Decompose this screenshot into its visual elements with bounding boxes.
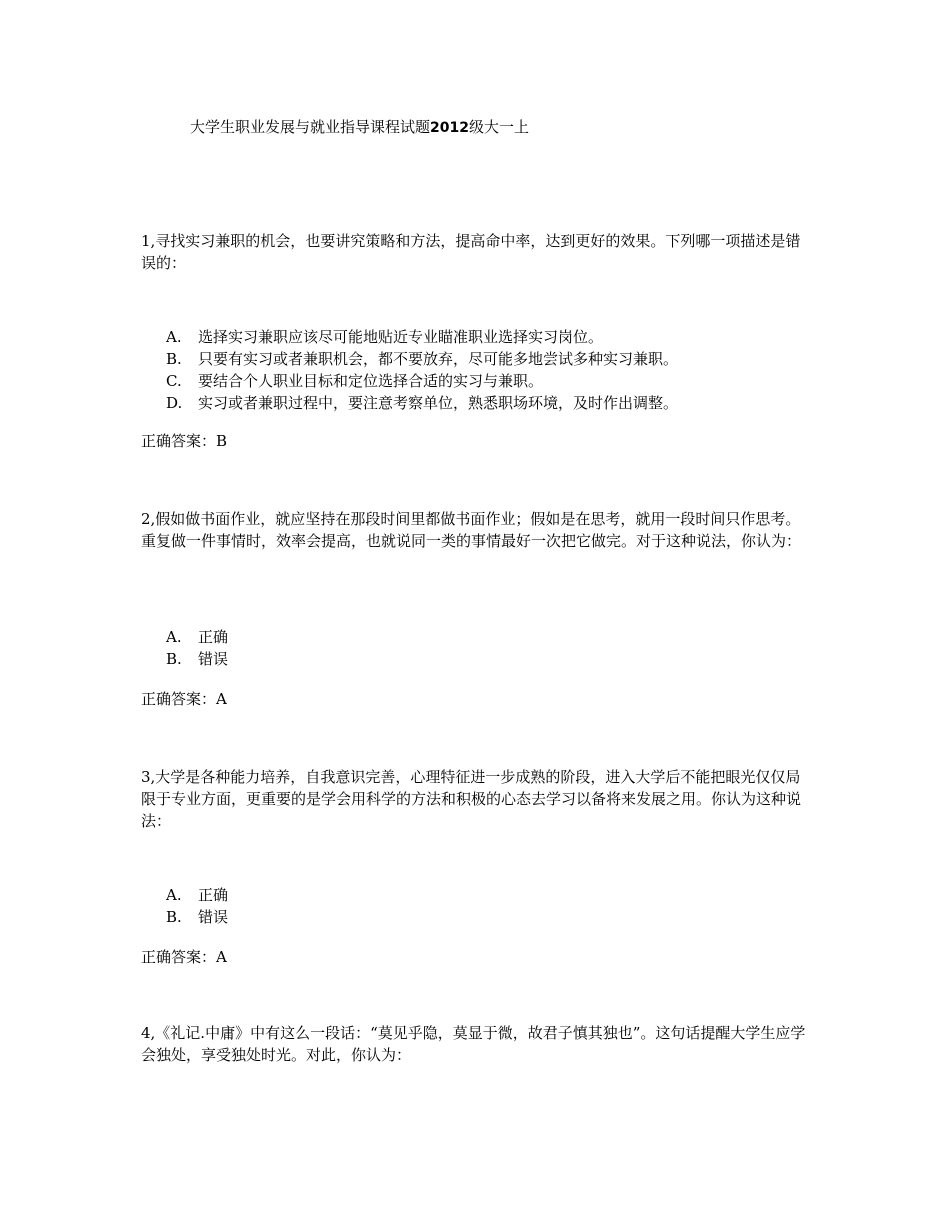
title-year: 2012	[430, 120, 469, 136]
answer-3: 正确答案：A	[141, 948, 227, 966]
question-text: 4,《礼记.中庸》中有这么一段话：“莫见乎隐，莫显于微，故君子慎其独也”。这句话提醒大学生应学会独处，享受独处时光。对此，你认为：	[141, 1024, 806, 1064]
question-1	[141, 230, 813, 274]
option-a	[166, 884, 228, 906]
option-d	[166, 392, 678, 414]
option-text: 错误	[198, 908, 229, 926]
question-text: 3,大学是各种能力培养，自我意识完善，心理特征进一步成熟的阶段，进入大学后不能把眼光仅仅局限于专业方面，更重要的是学会用科学的方法和积极的心态去学习以备将来发展之用。你认为这种说法：	[141, 768, 802, 830]
option-letter: B.	[166, 908, 182, 926]
option-letter: C.	[166, 372, 182, 390]
option-text: 要结合个人职业目标和定位选择合适的实习与兼职。	[198, 372, 544, 390]
option-c	[166, 370, 678, 392]
question-3	[141, 766, 813, 832]
question-2-options	[166, 626, 228, 670]
option-a	[166, 326, 678, 348]
option-letter: A.	[166, 886, 182, 904]
option-text: 错误	[198, 650, 229, 668]
answer-2: 正确答案：A	[141, 690, 227, 708]
document-title	[190, 116, 529, 137]
option-letter: B.	[166, 350, 182, 368]
option-text: 只要有实习或者兼职机会，都不要放弃，尽可能多地尝试多种实习兼职。	[198, 350, 679, 368]
option-text: 正确	[198, 628, 229, 646]
option-text: 正确	[198, 886, 229, 904]
question-4	[141, 1022, 813, 1066]
question-2	[141, 508, 813, 552]
option-letter: A.	[166, 328, 182, 346]
option-letter: A.	[166, 628, 182, 646]
option-letter: D.	[166, 394, 183, 412]
option-text: 实习或者兼职过程中，要注意考察单位，熟悉职场环境，及时作出调整。	[198, 394, 679, 412]
question-text: 2,假如做书面作业，就应坚持在那段时间里都做书面作业；假如是在思考，就用一段时间只作思考。重复做一件事情时，效率会提高，也就说同一类的事情最好一次把它做完。对于这种说法，你认为：	[141, 510, 802, 550]
question-3-options	[166, 884, 228, 928]
option-a	[166, 626, 228, 648]
option-text: 选择实习兼职应该尽可能地贴近专业瞄准职业选择实习岗位。	[198, 328, 604, 346]
title-prefix: 大学生职业发展与就业指导课程试题	[190, 118, 431, 136]
option-b	[166, 906, 228, 928]
question-1-options	[166, 326, 678, 414]
option-letter: B.	[166, 650, 182, 668]
title-suffix: 级大一上	[468, 118, 529, 136]
question-text: 1,寻找实习兼职的机会，也要讲究策略和方法，提高命中率，达到更好的效果。下列哪一项描述是错误的：	[141, 232, 801, 272]
option-b	[166, 648, 228, 670]
option-b	[166, 348, 678, 370]
answer-1: 正确答案：B	[141, 432, 228, 450]
